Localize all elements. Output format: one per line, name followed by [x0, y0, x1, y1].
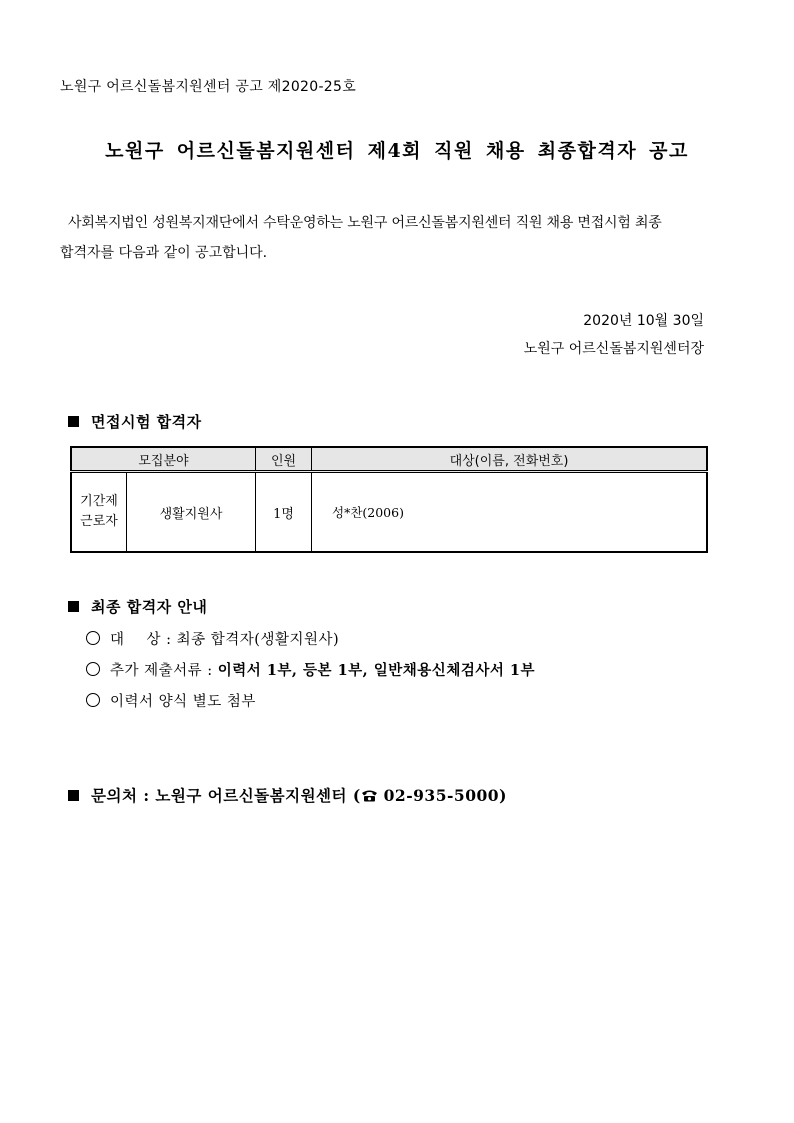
item-label-a: 대: [110, 632, 125, 648]
results-table: [70, 446, 708, 553]
circle-bullet-icon: [86, 662, 100, 676]
contact-line: [68, 784, 507, 806]
section-interview-heading: [68, 411, 202, 432]
employment-type-line-2: 근로자: [80, 514, 118, 529]
table-header-row: [71, 447, 707, 472]
contact-phone: 02-935-5000): [377, 786, 507, 805]
header-count: 인원: [256, 447, 312, 472]
section-title: 최종 합격자 안내: [91, 598, 208, 616]
item-text: 이력서 양식 별도 첨부: [110, 694, 256, 710]
cell-employment-type: [71, 472, 127, 553]
section-title: 면접시험 합격자: [91, 413, 202, 431]
intro-line-2: 합격자를 다음과 같이 공고합니다.: [60, 245, 268, 261]
cell-field: 생활지원사: [127, 472, 256, 553]
employment-type-line-1: 기간제: [80, 494, 118, 509]
notice-number: 노원구 어르신돌봄지원센터 공고 제2020-25호: [60, 79, 357, 95]
item-label-b: 상: [146, 632, 162, 648]
contact-prefix: 문의처 : 노원구 어르신돌봄지원센터 (: [91, 786, 361, 805]
square-bullet-icon: [68, 790, 79, 801]
page-title: 노원구 어르신돌봄지원센터 제4회 직원 채용 최종합격자 공고: [105, 140, 689, 162]
table-row: [71, 472, 707, 553]
cell-count: 1명: [256, 472, 312, 553]
issuer: 노원구 어르신돌봄지원센터장: [523, 341, 704, 357]
cell-target: 성*찬(2006): [312, 472, 708, 553]
circle-bullet-icon: [86, 693, 100, 707]
intro-line-1: 사회복지법인 성원복지재단에서 수탁운영하는 노원구 어르신돌봄지원센터 직원 채용 면접시험 최종: [68, 215, 662, 231]
item-value: 최종 합격자(생활지원사): [176, 632, 340, 648]
item-separator: :: [161, 632, 177, 648]
intro-paragraph: [60, 208, 710, 268]
square-bullet-icon: [68, 601, 79, 612]
header-target: 대상(이름, 전화번호): [312, 447, 708, 472]
telephone-icon: [361, 789, 378, 802]
list-item: [86, 659, 535, 680]
item-separator: :: [202, 663, 218, 679]
item-label: 추가 제출서류: [110, 663, 203, 679]
notice-date: 2020년 10월 30일: [583, 313, 704, 329]
list-item: [86, 628, 339, 649]
list-item: [86, 690, 256, 711]
header-field: 모집분야: [71, 447, 256, 472]
section-final-heading: [68, 596, 207, 617]
circle-bullet-icon: [86, 631, 100, 645]
item-value: 이력서 1부, 등본 1부, 일반채용신체검사서 1부: [217, 662, 535, 679]
square-bullet-icon: [68, 416, 79, 427]
